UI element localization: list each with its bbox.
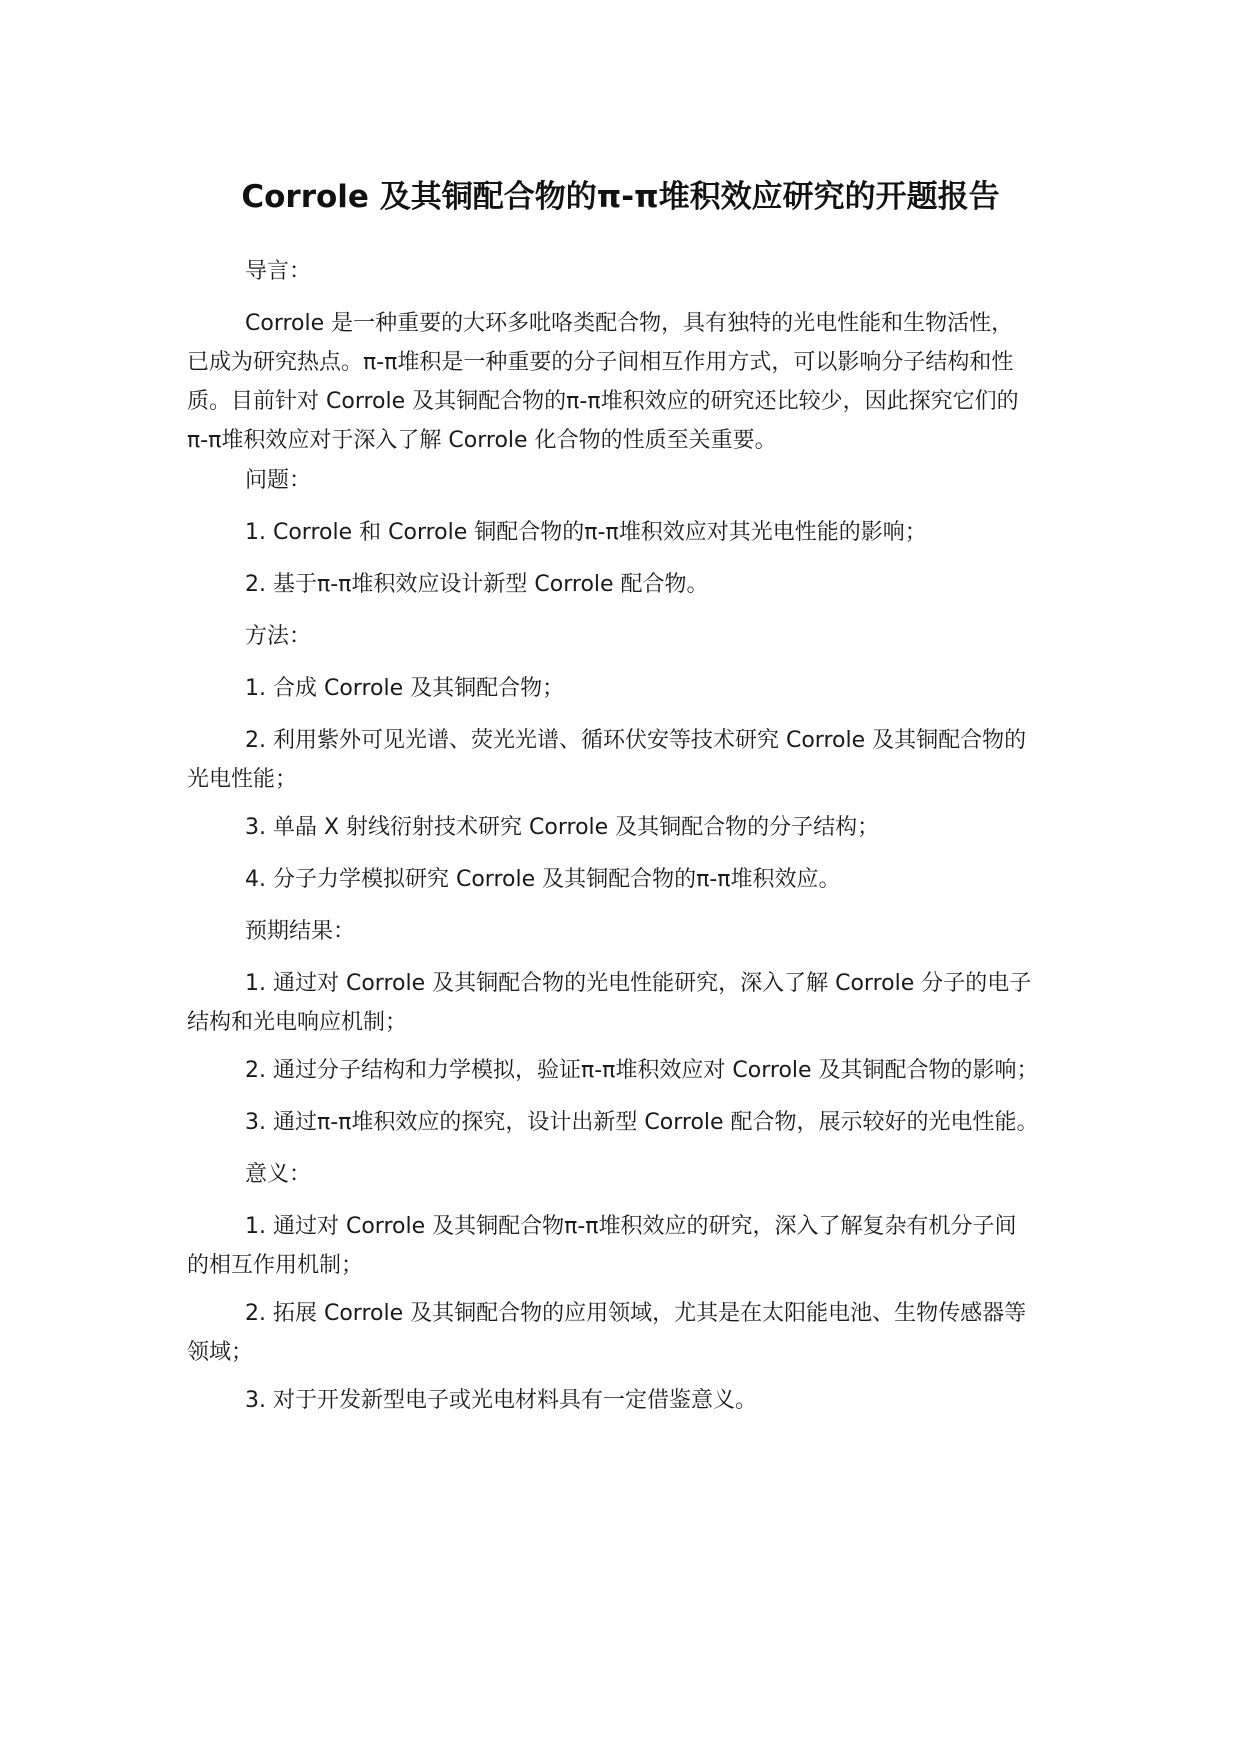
- method-line: 光电性能；: [187, 767, 298, 792]
- result-line: 1. 通过对 Corrole 及其铜配合物的光电性能研究，深入了解 Corrole 分子的电子: [245, 971, 1032, 996]
- result-line: 结构和光电响应机制；: [187, 1010, 408, 1035]
- significance-item: [187, 1294, 1067, 1372]
- method-line: 3. 单晶 X 射线衍射技术研究 Corrole 及其铜配合物的分子结构；: [245, 815, 880, 840]
- method-line: 2. 利用紫外可见光谱、荧光光谱、循环伏安等技术研究 Corrole 及其铜配合物的: [245, 728, 1027, 753]
- problem-item: [187, 565, 1067, 604]
- method-item: [187, 808, 1067, 847]
- method-item: [187, 860, 1067, 899]
- significance-line: 的相互作用机制；: [187, 1253, 364, 1278]
- intro-line: 质。目前针对 Corrole 及其铜配合物的π-π堆积效应的研究还比较少，因此探究它们的: [187, 389, 1019, 414]
- intro-paragraph: [187, 304, 1067, 460]
- significance-heading: 意义：: [245, 1162, 312, 1187]
- result-item: [187, 1103, 1067, 1142]
- problem-item: [187, 513, 1067, 552]
- significance-item: [187, 1381, 1067, 1420]
- result-item: [187, 1051, 1067, 1090]
- problem-heading: 问题：: [245, 468, 312, 493]
- result-line: 3. 通过π-π堆积效应的探究，设计出新型 Corrole 配合物，展示较好的光电性能。: [245, 1110, 1039, 1135]
- result-item: [187, 964, 1067, 1042]
- significance-line: 2. 拓展 Corrole 及其铜配合物的应用领域，尤其是在太阳能电池、生物传感器等: [245, 1301, 1027, 1326]
- method-heading: 方法：: [245, 624, 312, 649]
- problem-line: 2. 基于π-π堆积效应设计新型 Corrole 配合物。: [245, 572, 709, 597]
- intro-line: π-π堆积效应对于深入了解 Corrole 化合物的性质至关重要。: [187, 428, 777, 453]
- problem-line: 1. Corrole 和 Corrole 铜配合物的π-π堆积效应对其光电性能的影响；: [245, 520, 927, 545]
- method-item: [187, 669, 1067, 708]
- significance-line: 1. 通过对 Corrole 及其铜配合物π-π堆积效应的研究，深入了解复杂有机分子间: [245, 1214, 1017, 1239]
- result-line: 2. 通过分子结构和力学模拟，验证π-π堆积效应对 Corrole 及其铜配合物的影响；: [245, 1058, 1039, 1083]
- result-heading: 预期结果：: [245, 919, 356, 944]
- page-title: Corrole 及其铜配合物的π-π堆积效应研究的开题报告: [241, 179, 1000, 215]
- intro-heading: 导言：: [245, 259, 312, 284]
- method-item: [187, 721, 1067, 799]
- significance-line: 领域；: [187, 1340, 254, 1365]
- method-line: 4. 分子力学模拟研究 Corrole 及其铜配合物的π-π堆积效应。: [245, 867, 841, 892]
- intro-line: 已成为研究热点。π-π堆积是一种重要的分子间相互作用方式，可以影响分子结构和性: [187, 350, 1014, 375]
- significance-line: 3. 对于开发新型电子或光电材料具有一定借鉴意义。: [245, 1388, 757, 1413]
- intro-line: Corrole 是一种重要的大环多吡咯类配合物，具有独特的光电性能和生物活性，: [245, 311, 1014, 336]
- method-line: 1. 合成 Corrole 及其铜配合物；: [245, 676, 565, 701]
- significance-item: [187, 1207, 1067, 1285]
